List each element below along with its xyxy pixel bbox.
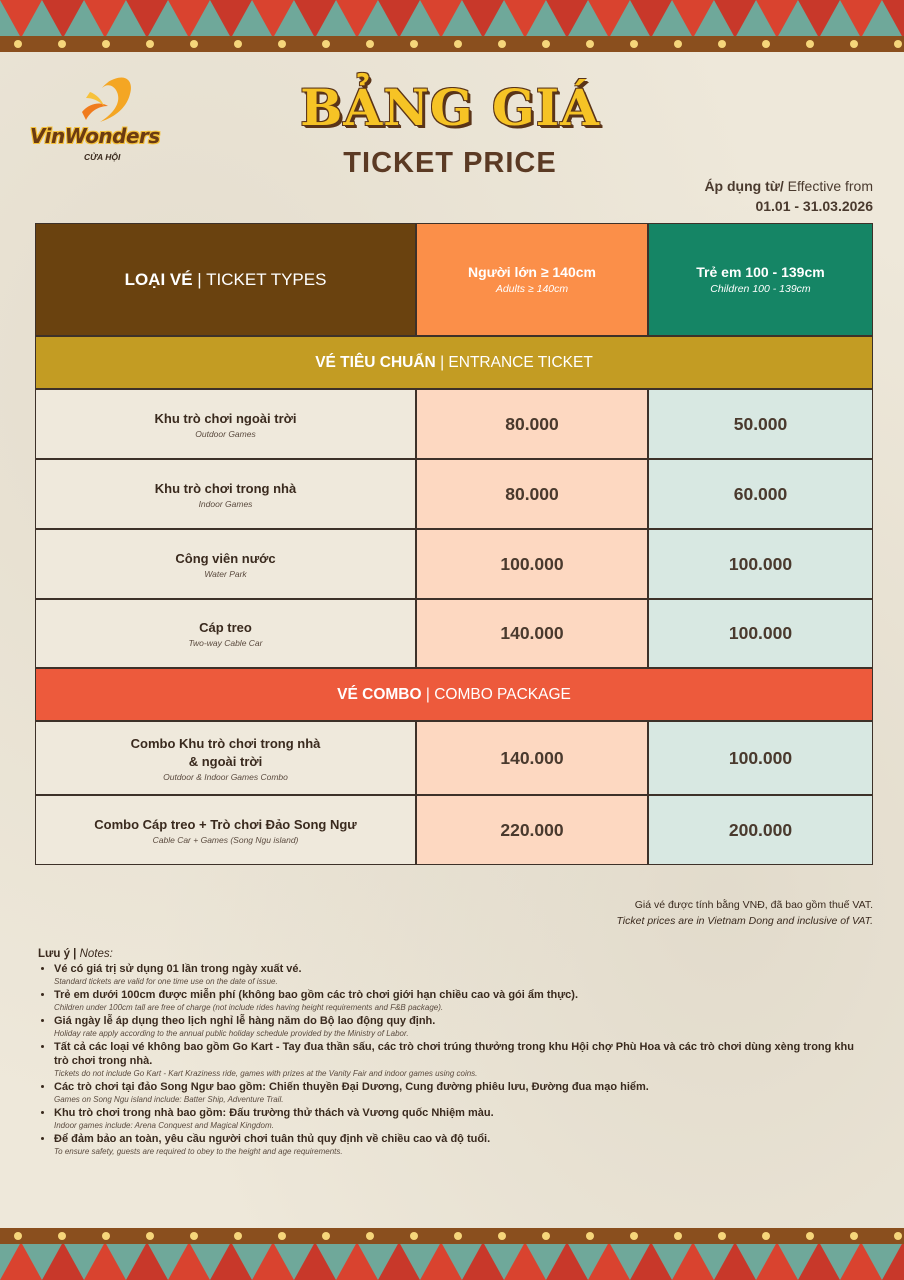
section-combo-label	[35, 668, 873, 721]
border-light	[806, 1232, 814, 1240]
list-item	[54, 1014, 868, 1039]
border-light	[850, 40, 858, 48]
note-en: Standard tickets are valid for one time use on the date of issue.	[54, 977, 278, 986]
border-light	[674, 1232, 682, 1240]
ticket-name-en: Cable Car + Games (Song Ngu island)	[152, 834, 299, 845]
child-price-cell	[648, 599, 873, 668]
adult-price: 100.000	[500, 553, 564, 574]
section-standard	[35, 336, 873, 389]
border-light	[454, 1232, 462, 1240]
list-item	[54, 1132, 868, 1157]
child-price-cell	[648, 721, 873, 795]
section-combo	[35, 668, 873, 721]
header-ticket-types	[35, 223, 416, 336]
ticket-name-cell	[35, 459, 416, 529]
notes-section	[38, 948, 868, 1158]
border-light	[806, 40, 814, 48]
ticket-name-vn: Khu trò chơi ngoài trời	[154, 410, 297, 426]
section-combo-sep: |	[421, 685, 435, 703]
border-light	[718, 40, 726, 48]
child-price-cell	[648, 795, 873, 865]
note-en: Tickets do not include Go Kart - Kart Kraziness ride, games with prizes at the Vanity Fair and indoor games using coins.	[54, 1069, 478, 1078]
table-row	[35, 389, 873, 459]
table-header-row	[35, 223, 873, 336]
child-price: 100.000	[728, 747, 793, 768]
border-light	[322, 40, 330, 48]
ticket-name-cell	[35, 389, 416, 459]
border-light	[322, 1232, 330, 1240]
ticket-name-cell	[35, 599, 416, 668]
border-light	[366, 40, 374, 48]
note-en: Holiday rate apply according to the annual public holiday schedule provided by the Ministry of Labor.	[54, 1029, 409, 1038]
border-light	[894, 1232, 902, 1240]
border-light	[58, 1232, 66, 1240]
ticket-name-cell	[35, 795, 416, 865]
border-light	[894, 40, 902, 48]
child-price-cell	[648, 459, 873, 529]
table-row	[35, 721, 873, 795]
header-adult	[416, 223, 648, 336]
effective-label-en: Effective from	[787, 178, 873, 194]
ticket-name-vn: Khu trò chơi trong nhà	[154, 480, 297, 496]
note-vn: Khu trò chơi trong nhà bao gồm: Đấu trường thử thách và Vương quốc Nhiệm màu.	[54, 1107, 494, 1119]
border-light	[586, 1232, 594, 1240]
adult-price-cell	[416, 721, 648, 795]
effective-dates: 01.01 - 31.03.2026	[755, 198, 873, 214]
list-item	[54, 1106, 868, 1131]
ticket-name-cell	[35, 529, 416, 599]
section-combo-en: COMBO PACKAGE	[434, 685, 571, 703]
brand-location: CỬA HỘI	[84, 152, 121, 162]
notes-heading-en: Notes:	[79, 948, 113, 960]
note-en: Indoor games include: Arena Conquest and Magical Kingdom.	[54, 1121, 274, 1130]
border-light	[498, 1232, 506, 1240]
ticket-name-cell	[35, 721, 416, 795]
border-light	[762, 1232, 770, 1240]
section-combo-vn: VÉ COMBO	[337, 685, 422, 703]
notes-heading	[38, 948, 868, 960]
border-light	[674, 40, 682, 48]
note-en: Children under 100cm tall are free of charge (not include rides having height requirements and F&B package).	[54, 1003, 444, 1012]
notes-list	[38, 962, 868, 1157]
border-light	[234, 40, 242, 48]
vinwonders-logo	[30, 72, 180, 172]
adult-price: 140.000	[500, 747, 564, 768]
note-vn: Tất cả các loại vé không bao gồm Go Kart - Tay đua thần sấu, các trò chơi trúng thưởng trong khu Hội chợ Phù Hoa và các trò chơi dùng xèng trong khu trò chơi trong nhà.	[54, 1041, 854, 1067]
adult-price-cell	[416, 795, 648, 865]
ticket-name-vn-line2: & ngoài trời	[188, 753, 263, 769]
header-types-vn: LOẠI VÉ	[124, 269, 193, 289]
ticket-name-vn: Cáp treo	[199, 620, 252, 635]
child-price: 60.000	[733, 483, 788, 504]
border-light	[454, 40, 462, 48]
section-standard-sep: |	[435, 353, 449, 371]
child-price: 50.000	[733, 413, 788, 434]
ticket-name-vn: Combo Khu trò chơi trong nhà	[130, 735, 321, 751]
note-vn: Vé có giá trị sử dụng 01 lần trong ngày xuất vé.	[54, 963, 302, 975]
border-light	[498, 40, 506, 48]
ticket-name-en: Outdoor Games	[195, 428, 256, 439]
border-light	[146, 40, 154, 48]
note-en: Games on Song Ngu island include: Batter Ship, Adventure Trail.	[54, 1095, 284, 1104]
effective-label-vn: Áp dụng từ/	[704, 178, 784, 194]
section-standard-label	[35, 336, 873, 389]
border-light	[190, 1232, 198, 1240]
list-item	[54, 1080, 868, 1105]
border-light	[14, 40, 22, 48]
border-light	[586, 40, 594, 48]
note-vn: Giá ngày lễ áp dụng theo lịch nghỉ lễ hàng năm do Bộ lao động quy định.	[54, 1015, 436, 1027]
border-light	[718, 1232, 726, 1240]
child-price: 100.000	[728, 623, 793, 643]
ticket-name-vn: Combo Cáp treo + Trò chơi Đảo Song Ngư	[94, 816, 357, 832]
list-item	[54, 988, 868, 1013]
header-adult-vn: Người lớn ≥ 140cm	[468, 264, 596, 280]
note-vn: Trẻ em dưới 100cm được miễn phí (không bao gồm các trò chơi giới hạn chiều cao và gói ẩm thực).	[54, 989, 579, 1001]
vat-note-vn: Giá vé được tính bằng VNĐ, đã bao gồm thuế VAT.	[634, 899, 873, 911]
note-vn: Các trò chơi tại đảo Song Ngư bao gồm: Chiến thuyền Đại Dương, Cung đường phiêu lưu, Đường đua mạo hiểm.	[54, 1081, 649, 1093]
bottom-pattern-border	[0, 1228, 904, 1280]
border-light	[234, 1232, 242, 1240]
ticket-name-en: Outdoor & Indoor Games Combo	[163, 771, 288, 782]
border-light	[58, 40, 66, 48]
ticket-name-en: Water Park	[204, 568, 247, 579]
ticket-name-en: Two-way Cable Car	[188, 638, 263, 648]
page-title-vn: BẢNG GIÁ	[300, 78, 600, 137]
top-pattern-border	[0, 0, 904, 52]
header-types-en: TICKET TYPES	[206, 269, 327, 289]
border-light	[102, 40, 110, 48]
border-light	[630, 40, 638, 48]
ticket-name-en: Indoor Games	[198, 498, 253, 509]
adult-price-cell	[416, 529, 648, 599]
brand-name: VinWonders	[30, 124, 160, 148]
adult-price: 220.000	[500, 819, 564, 840]
table-row	[35, 529, 873, 599]
note-en: To ensure safety, guests are required to obey to the height and age requirements.	[54, 1147, 343, 1156]
border-light	[278, 40, 286, 48]
border-light	[146, 1232, 154, 1240]
border-light	[630, 1232, 638, 1240]
section-standard-vn: VÉ TIÊU CHUẨN	[315, 353, 436, 371]
adult-price-cell	[416, 459, 648, 529]
page-title-en: TICKET PRICE	[343, 147, 557, 179]
notes-heading-vn: Lưu ý |	[38, 948, 77, 960]
ticket-name-vn: Công viên nước	[175, 550, 276, 566]
vat-note-en: Ticket prices are in Vietnam Dong and inclusive of VAT.	[616, 915, 873, 927]
note-vn: Để đảm bảo an toàn, yêu cầu người chơi tuân thủ quy định về chiều cao và độ tuổi.	[54, 1133, 491, 1145]
border-light	[850, 1232, 858, 1240]
list-item	[54, 962, 868, 987]
child-price: 100.000	[728, 553, 793, 574]
child-price: 200.000	[728, 819, 793, 840]
header-child	[648, 223, 873, 336]
section-standard-en: ENTRANCE TICKET	[448, 353, 593, 371]
border-light	[102, 1232, 110, 1240]
header-sep: |	[192, 269, 207, 289]
table-row	[35, 459, 873, 529]
border-light	[278, 1232, 286, 1240]
header-child-en: Children 100 - 139cm	[710, 283, 811, 295]
border-light	[762, 40, 770, 48]
border-light	[542, 40, 550, 48]
border-light	[190, 40, 198, 48]
vat-note	[616, 897, 873, 929]
border-light	[410, 1232, 418, 1240]
child-price-cell	[648, 389, 873, 459]
table-row	[35, 795, 873, 865]
adult-price-cell	[416, 389, 648, 459]
adult-price-cell	[416, 599, 648, 668]
border-light	[14, 1232, 22, 1240]
child-price-cell	[648, 529, 873, 599]
border-light	[410, 40, 418, 48]
adult-price: 140.000	[500, 623, 564, 643]
header-child-vn: Trẻ em 100 - 139cm	[696, 264, 825, 280]
border-light	[542, 1232, 550, 1240]
adult-price: 80.000	[505, 413, 559, 434]
table-row	[35, 599, 873, 668]
border-light	[366, 1232, 374, 1240]
bird-logo-icon	[30, 72, 180, 132]
list-item	[54, 1040, 868, 1079]
header-adult-en: Adults ≥ 140cm	[495, 283, 569, 295]
effective-period	[704, 176, 873, 216]
adult-price: 80.000	[505, 483, 559, 504]
